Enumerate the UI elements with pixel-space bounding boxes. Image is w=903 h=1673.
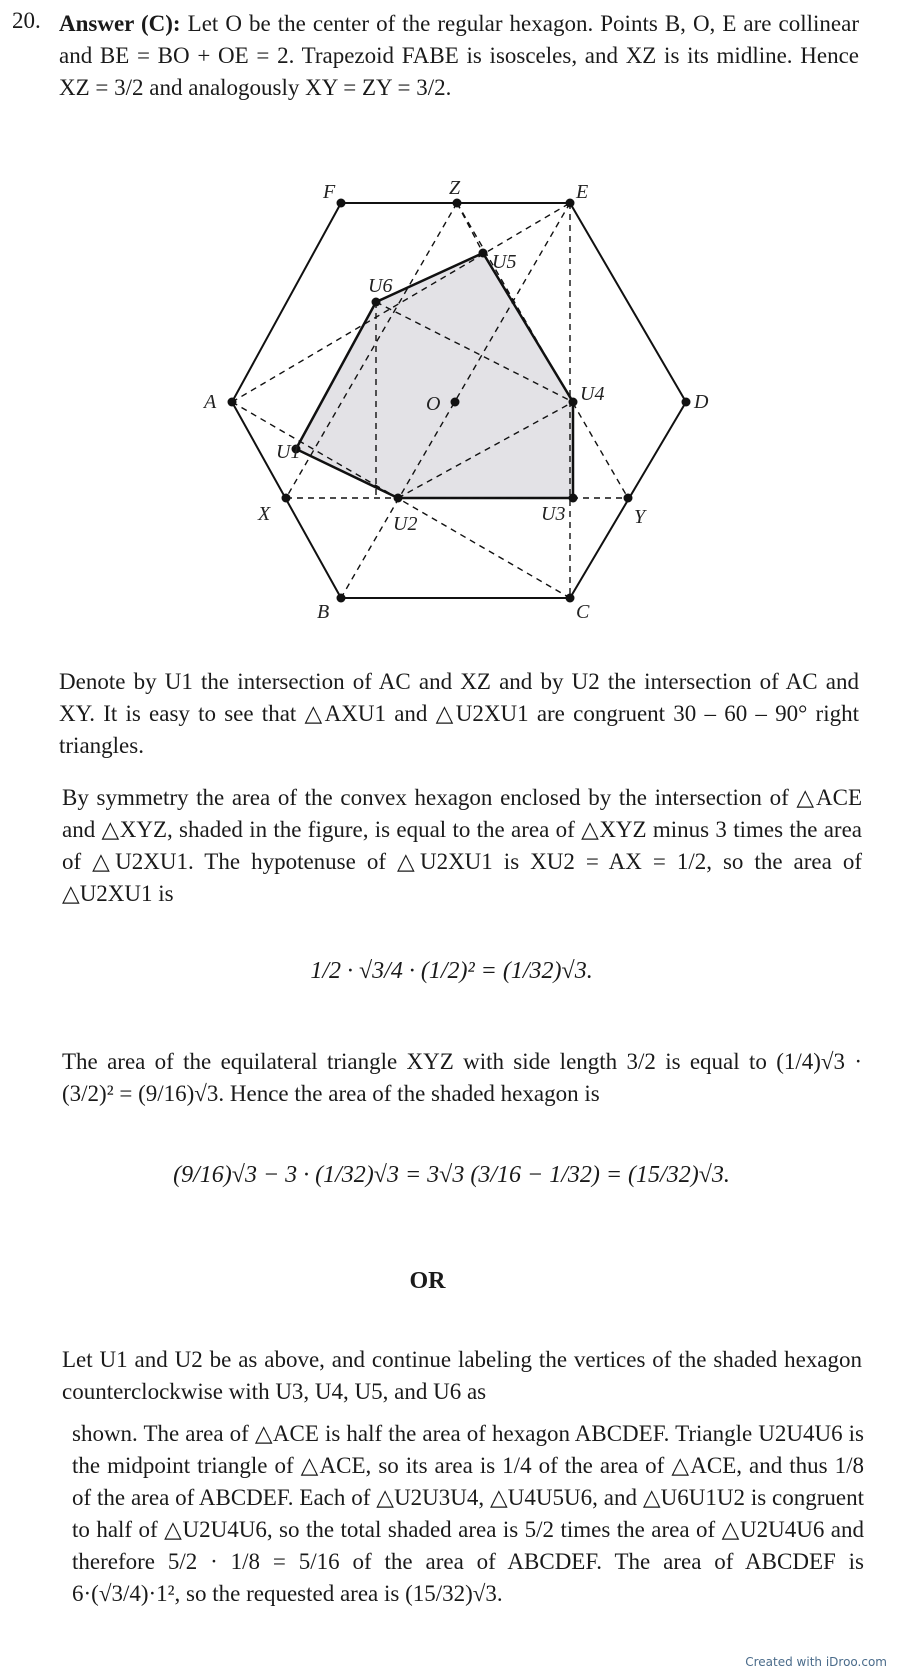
- paragraph-1: Denote by U1 the intersection of AC and XZ and by U2 the intersection of AC and XY. It is easy to see that △AXU1 and △U2XU1 are congruent 30 – 60 – 90° right triangles.: [59, 669, 859, 758]
- label-u6: U6: [368, 275, 393, 297]
- label-u5: U5: [492, 251, 517, 273]
- or-divider: OR: [409, 1268, 446, 1294]
- shaded-hexagon: [296, 253, 573, 498]
- label-u1: U1: [276, 441, 301, 463]
- hexagon-figure: [0, 0, 903, 650]
- intro-text: Let O be the center of the regular hexagon. Points B, O, E are collinear and BE = BO + OE = 2. Trapezoid FABE is isosceles, and XZ is its midline. Hence XZ = 3/2 and analogously XY = ZY = 3/2.: [59, 11, 860, 100]
- equation-2: (9/16)√3 − 3 · (1/32)√3 = 3√3 (3/16 − 1/32) = (15/32)√3.: [173, 1162, 730, 1188]
- label-o: O: [426, 393, 441, 415]
- watermark: Created with iDroo.com: [745, 1655, 887, 1669]
- paragraph-5: shown. The area of △ACE is half the area of hexagon ABCDEF. Triangle U2U4U6 is the midpoint triangle of △ACE, so its area is 1/4 of the area of △ACE, and thus 1/8 of the area of ABCDEF. Each of △U2U3U4, △U4U5U6, and △U6U1U2 is congruent to half of △U2U4U6, so the total shaded area is 5/2 times the area of △U2U4U6 and therefore 5/2 · 1/8 = 5/16 of the area of ABCDEF. The area of ABCDEF is 6·(√3/4)·1², so the requested area is (15/32)√3.: [72, 1421, 864, 1606]
- label-d: D: [694, 391, 709, 413]
- label-z: Z: [449, 177, 461, 199]
- label-a: A: [204, 391, 217, 413]
- equation-1: 1/2 · √3/4 · (1/2)² = (1/32)√3.: [310, 958, 593, 984]
- label-u3: U3: [541, 503, 566, 525]
- label-c: C: [576, 601, 590, 623]
- label-f: F: [323, 181, 336, 203]
- paragraph-4: Let U1 and U2 be as above, and continue labeling the vertices of the shaded hexagon counterclockwise with U3, U4, U5, and U6 as: [62, 1347, 862, 1404]
- label-b: B: [317, 601, 330, 623]
- paragraph-2: By symmetry the area of the convex hexagon enclosed by the intersection of △ACE and △XYZ, shaded in the figure, is equal to the area of △XYZ minus 3 times the area of △U2XU1. The hypotenuse of △U2XU1 is XU2 = AX = 1/2, so the area of △U2XU1 is: [62, 785, 862, 906]
- paragraph-3: The area of the equilateral triangle XYZ with side length 3/2 is equal to (1/4)√3 · (3/2)² = (9/16)√3. Hence the area of the shaded hexagon is: [62, 1049, 862, 1106]
- answer-label: Answer (C):: [59, 11, 181, 36]
- label-y: Y: [634, 506, 646, 528]
- vertex-points: [228, 199, 691, 603]
- label-x: X: [258, 503, 271, 525]
- label-u4: U4: [580, 383, 605, 405]
- label-u2: U2: [393, 513, 418, 535]
- problem-number: 20.: [12, 8, 41, 33]
- label-e: E: [576, 181, 589, 203]
